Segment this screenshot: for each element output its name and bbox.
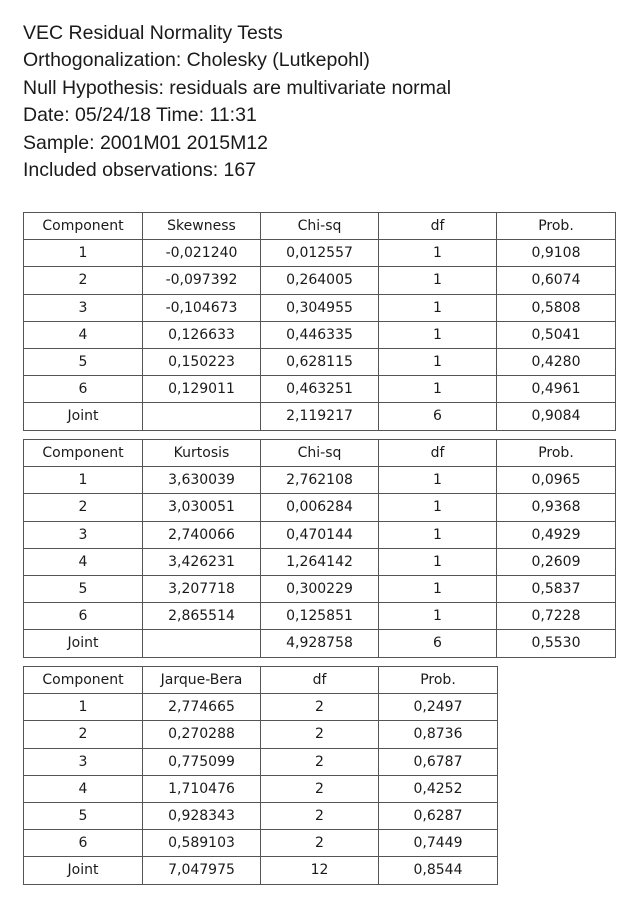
table-cell: 0,6787 <box>379 748 498 775</box>
table-cell: 1,264142 <box>261 548 379 575</box>
table-cell: 1 <box>379 494 497 521</box>
table-cell: 6 <box>24 830 143 857</box>
table-cell: 1 <box>379 467 497 494</box>
table-cell: 6 <box>379 403 497 430</box>
table-cell: 0,7228 <box>497 603 616 630</box>
table-cell: -0,104673 <box>143 294 261 321</box>
table-cell: 4,928758 <box>261 630 379 657</box>
table-cell: 1 <box>379 321 497 348</box>
table-cell: 0,126633 <box>143 321 261 348</box>
table-cell: 0,628115 <box>261 348 379 375</box>
table-cell: 0,264005 <box>261 267 379 294</box>
table-cell: 1 <box>379 548 497 575</box>
table-cell: 0,270288 <box>143 721 261 748</box>
table-cell: 0,470144 <box>261 521 379 548</box>
table-cell: 2,119217 <box>261 403 379 430</box>
table-cell: 2 <box>261 748 379 775</box>
table-row <box>24 775 498 802</box>
table-row <box>24 521 616 548</box>
table-cell: 1 <box>379 294 497 321</box>
table-header-row <box>24 213 616 240</box>
table-row <box>24 548 616 575</box>
column-header: df <box>261 667 379 694</box>
table-cell: 0,4252 <box>379 775 498 802</box>
table-cell: -0,097392 <box>143 267 261 294</box>
table-cell: 0,2609 <box>497 548 616 575</box>
table-row <box>24 630 616 657</box>
table-row <box>24 857 498 884</box>
table-cell: 1 <box>379 575 497 602</box>
table-cell: 2 <box>24 494 143 521</box>
table-row <box>24 467 616 494</box>
orthogonalization-line: Orthogonalization: Cholesky (Lutkepohl) <box>23 49 370 72</box>
date-time-line: Date: 05/24/18 Time: 11:31 <box>23 104 257 127</box>
table-cell: Joint <box>24 630 143 657</box>
table-header-row <box>24 667 498 694</box>
table-cell: 0,9084 <box>497 403 616 430</box>
table-cell: 0,150223 <box>143 348 261 375</box>
column-header: Prob. <box>379 667 498 694</box>
table-row <box>24 267 616 294</box>
column-header: Chi-sq <box>261 213 379 240</box>
table-cell: 0,463251 <box>261 376 379 403</box>
column-header: Chi-sq <box>261 440 379 467</box>
table-cell: 3 <box>24 521 143 548</box>
table-cell: 4 <box>24 321 143 348</box>
observations-line: Included observations: 167 <box>23 159 257 182</box>
table-cell: 2,774665 <box>143 694 261 721</box>
null-hypothesis-line: Null Hypothesis: residuals are multivariate normal <box>23 76 452 99</box>
table-cell: 3,207718 <box>143 575 261 602</box>
table-row <box>24 494 616 521</box>
jarque-bera-table <box>23 666 498 885</box>
table-row <box>24 294 616 321</box>
table-cell: 1 <box>24 694 143 721</box>
table-cell: 0,7449 <box>379 830 498 857</box>
table-cell: 2 <box>261 802 379 829</box>
table-cell: 0,6074 <box>497 267 616 294</box>
table-cell: 0,5808 <box>497 294 616 321</box>
table-cell: 0,589103 <box>143 830 261 857</box>
table-cell: 0,6287 <box>379 802 498 829</box>
column-header: Skewness <box>143 213 261 240</box>
table-cell <box>143 403 261 430</box>
table-cell: 6 <box>24 376 143 403</box>
table-cell: 1 <box>379 521 497 548</box>
table-cell: 0,4929 <box>497 521 616 548</box>
table-cell: Joint <box>24 857 143 884</box>
table-cell: 5 <box>24 348 143 375</box>
table-cell: 6 <box>379 630 497 657</box>
table-cell: 2 <box>24 267 143 294</box>
table-cell <box>143 630 261 657</box>
column-header: Component <box>24 213 143 240</box>
table-cell: 1,710476 <box>143 775 261 802</box>
table-cell: 0,300229 <box>261 575 379 602</box>
table-cell: 0,125851 <box>261 603 379 630</box>
table-cell: 2,762108 <box>261 467 379 494</box>
table-cell: 0,4961 <box>497 376 616 403</box>
table-cell: 0,012557 <box>261 240 379 267</box>
column-header: Component <box>24 667 143 694</box>
table-cell: 0,0965 <box>497 467 616 494</box>
table-row <box>24 830 498 857</box>
table-row <box>24 575 616 602</box>
table-cell: 3,630039 <box>143 467 261 494</box>
skewness-table <box>23 212 616 431</box>
report-header <box>23 20 451 184</box>
table-cell: 1 <box>379 267 497 294</box>
table-cell: 0,5530 <box>497 630 616 657</box>
table-row <box>24 748 498 775</box>
column-header: Prob. <box>497 213 616 240</box>
table-cell: 0,006284 <box>261 494 379 521</box>
table-cell: 0,8736 <box>379 721 498 748</box>
table-cell: 2,740066 <box>143 521 261 548</box>
table-row <box>24 240 616 267</box>
table-row <box>24 403 616 430</box>
table-cell: 0,5041 <box>497 321 616 348</box>
table-row <box>24 721 498 748</box>
table-cell: 3,426231 <box>143 548 261 575</box>
table-cell: 1 <box>379 603 497 630</box>
table-row <box>24 348 616 375</box>
report-title: VEC Residual Normality Tests <box>23 22 283 44</box>
table-cell: 6 <box>24 603 143 630</box>
kurtosis-table <box>23 439 616 658</box>
table-row <box>24 321 616 348</box>
column-header: Kurtosis <box>143 440 261 467</box>
table-cell: 2 <box>261 721 379 748</box>
table-cell: 2 <box>261 694 379 721</box>
table-cell: 0,446335 <box>261 321 379 348</box>
table-cell: 0,2497 <box>379 694 498 721</box>
table-cell: 0,928343 <box>143 802 261 829</box>
table-cell: 0,5837 <box>497 575 616 602</box>
table-row <box>24 694 498 721</box>
table-cell: 0,775099 <box>143 748 261 775</box>
column-header: df <box>379 213 497 240</box>
table-cell: 7,047975 <box>143 857 261 884</box>
table-cell: 0,8544 <box>379 857 498 884</box>
table-cell: 1 <box>379 348 497 375</box>
table-cell: 0,4280 <box>497 348 616 375</box>
table-cell: 2 <box>261 775 379 802</box>
table-cell: 1 <box>379 376 497 403</box>
table-cell: 1 <box>24 240 143 267</box>
table-cell: 2 <box>261 830 379 857</box>
column-header: Prob. <box>497 440 616 467</box>
table-cell: 4 <box>24 775 143 802</box>
sample-line: Sample: 2001M01 2015M12 <box>23 131 268 154</box>
table-cell: 3,030051 <box>143 494 261 521</box>
table-cell: 5 <box>24 575 143 602</box>
table-cell: 1 <box>24 467 143 494</box>
table-cell: 0,129011 <box>143 376 261 403</box>
table-cell: 3 <box>24 294 143 321</box>
column-header: df <box>379 440 497 467</box>
table-cell: 5 <box>24 802 143 829</box>
table-cell: 0,304955 <box>261 294 379 321</box>
table-cell: Joint <box>24 403 143 430</box>
table-cell: 2,865514 <box>143 603 261 630</box>
table-header-row <box>24 440 616 467</box>
table-cell: 3 <box>24 748 143 775</box>
table-cell: 0,9108 <box>497 240 616 267</box>
column-header: Component <box>24 440 143 467</box>
table-cell: -0,021240 <box>143 240 261 267</box>
column-header: Jarque-Bera <box>143 667 261 694</box>
table-row <box>24 802 498 829</box>
table-row <box>24 603 616 630</box>
table-cell: 0,9368 <box>497 494 616 521</box>
table-cell: 4 <box>24 548 143 575</box>
table-cell: 12 <box>261 857 379 884</box>
table-cell: 1 <box>379 240 497 267</box>
table-cell: 2 <box>24 721 143 748</box>
table-row <box>24 376 616 403</box>
